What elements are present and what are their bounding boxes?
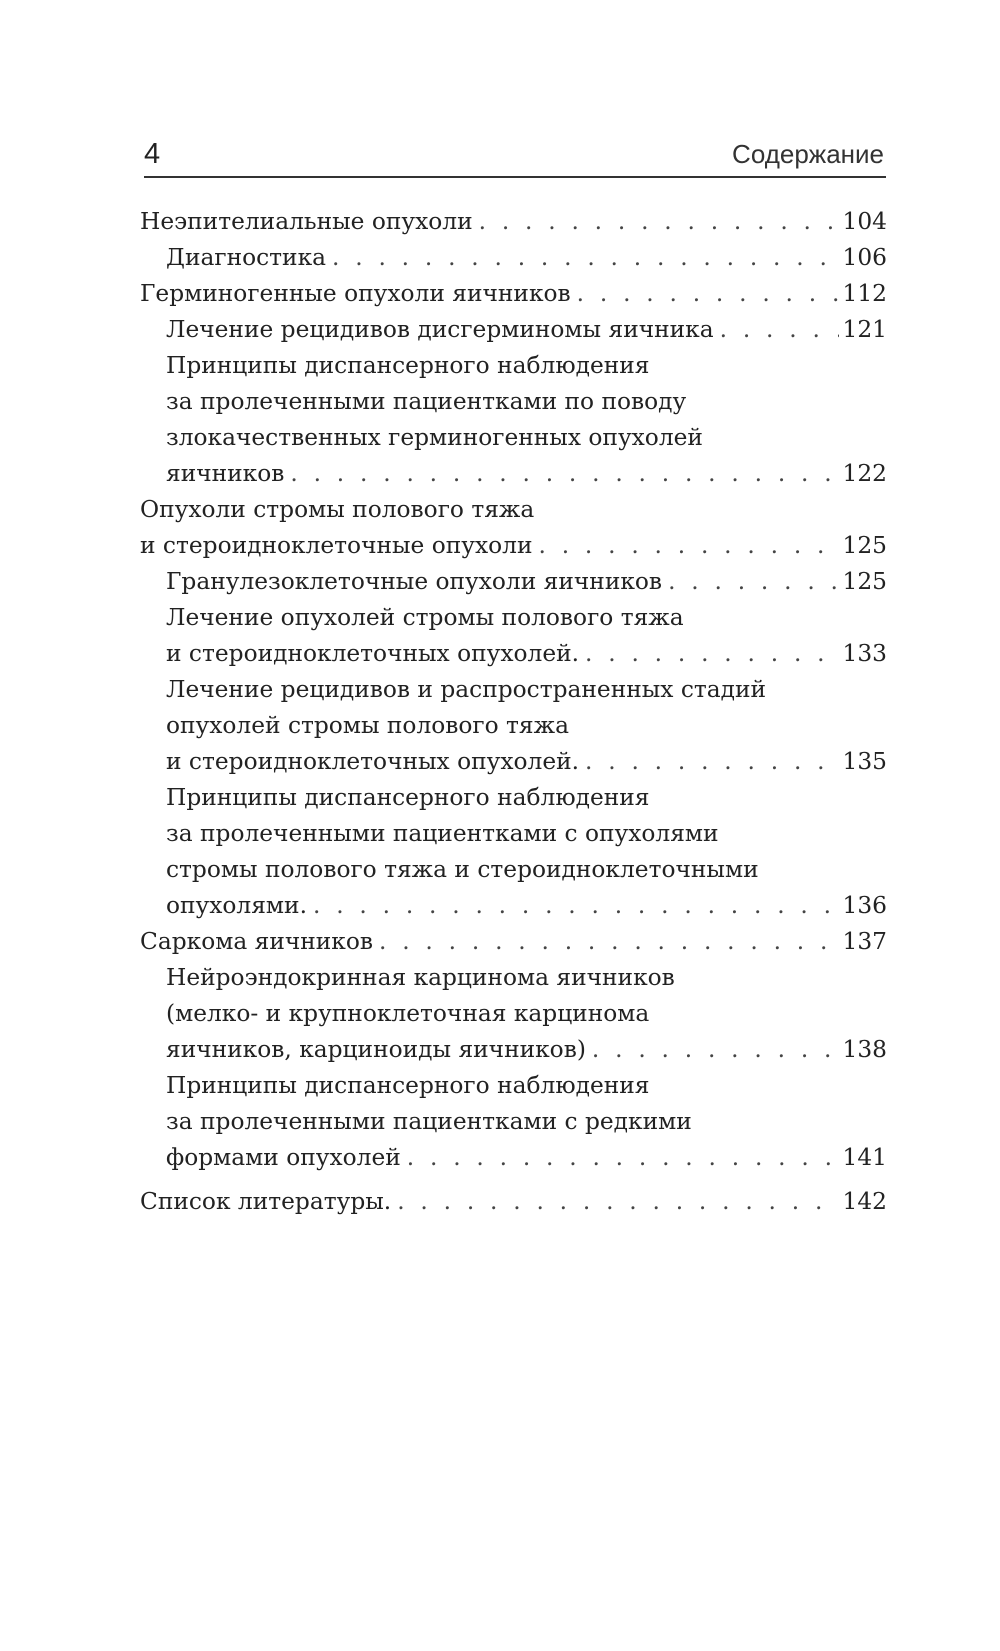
- toc-page-number: 141: [842, 1144, 887, 1171]
- toc-entry[interactable]: [140, 348, 887, 492]
- section-title: Содержание: [732, 139, 884, 169]
- toc-entry-title-line: Принципы диспансерного наблюдения: [166, 352, 650, 379]
- toc-page-number: 137: [842, 928, 887, 955]
- toc-entry-title-line: яичников: [166, 460, 285, 487]
- toc-entry[interactable]: [140, 1068, 887, 1176]
- toc-entry-last-line: [140, 528, 887, 564]
- toc-entry-title-line: Принципы диспансерного наблюдения: [166, 784, 650, 811]
- toc-entry[interactable]: [140, 240, 887, 276]
- toc-entry[interactable]: [140, 672, 887, 780]
- toc-entry-last-line: [166, 744, 887, 780]
- toc-entry[interactable]: [140, 1184, 887, 1220]
- toc-page-number: 142: [842, 1188, 887, 1215]
- toc-entry-title-line: Гранулезоклеточные опухоли яичников: [166, 568, 663, 595]
- toc-page-number: 112: [842, 280, 887, 307]
- toc-entry-last-line: [166, 564, 887, 600]
- toc-entry-title-line: Герминогенные опухоли яичников: [140, 280, 571, 307]
- toc-entry-last-line: [166, 456, 887, 492]
- toc-entry-title-line: Лечение рецидивов и распространенных стадий: [166, 676, 767, 703]
- toc-entry-last-line: [140, 924, 887, 960]
- toc-entry[interactable]: [140, 276, 887, 312]
- dot-leader: [668, 564, 838, 600]
- toc-entry[interactable]: [140, 780, 887, 924]
- dot-leader: [479, 204, 839, 240]
- toc-entry-title-line: Нейроэндокринная карцинома яичников: [166, 964, 675, 991]
- toc-entry-title-line: опухолей стромы полового тяжа: [166, 712, 569, 739]
- toc-page-number: 138: [842, 1036, 887, 1063]
- dot-leader: [397, 1184, 838, 1220]
- toc-entry-last-line: [166, 240, 887, 276]
- toc-entry[interactable]: [140, 600, 887, 672]
- toc-entry-title-line: Саркома яичников: [140, 928, 374, 955]
- table-of-contents: [140, 204, 887, 1220]
- toc-entry-last-line: [166, 1140, 887, 1176]
- dot-leader: [585, 744, 838, 780]
- toc-page-number: 106: [842, 244, 887, 271]
- toc-entry-title-line: формами опухолей: [166, 1144, 401, 1171]
- dot-leader: [577, 276, 839, 312]
- dot-leader: [313, 888, 839, 924]
- toc-entry-title-line: за пролеченными пациентками по поводу: [166, 388, 687, 415]
- toc-entry[interactable]: [140, 204, 887, 240]
- toc-entry-title-line: за пролеченными пациентками с редкими: [166, 1108, 692, 1135]
- dot-leader: [290, 456, 838, 492]
- toc-page-number: 135: [842, 748, 887, 775]
- toc-entry-last-line: [140, 204, 887, 240]
- toc-entry-title-line: за пролеченными пациентками с опухолями: [166, 820, 719, 847]
- toc-entry-title-line: Опухоли стромы полового тяжа: [140, 496, 535, 523]
- toc-page-number: 125: [842, 568, 887, 595]
- toc-entry-last-line: [140, 276, 887, 312]
- dot-leader: [592, 1032, 839, 1068]
- toc-entry-title-line: Лечение опухолей стромы полового тяжа: [166, 604, 684, 631]
- toc-entry-last-line: [166, 1032, 887, 1068]
- toc-entry-title-line: и стероидноклеточные опухоли: [140, 532, 533, 559]
- toc-entry[interactable]: [140, 564, 887, 600]
- toc-entry-title-line: опухолями.: [166, 892, 307, 919]
- toc-page-number: 136: [842, 892, 887, 919]
- toc-entry-title-line: и стероидноклеточных опухолей.: [166, 640, 580, 667]
- dot-leader: [720, 312, 839, 348]
- toc-entry-title-line: стромы полового тяжа и стероидноклеточными: [166, 856, 759, 883]
- toc-entry-title-line: яичников, карциноиды яичников): [166, 1036, 586, 1063]
- toc-page-number: 104: [842, 208, 887, 235]
- toc-entry-last-line: [140, 1184, 887, 1220]
- toc-spacer: [140, 1176, 887, 1184]
- toc-entry-title-line: злокачественных герминогенных опухолей: [166, 424, 703, 451]
- toc-entry-title-line: Принципы диспансерного наблюдения: [166, 1072, 650, 1099]
- toc-page-number: 133: [842, 640, 887, 667]
- toc-entry-title-line: Лечение рецидивов дисгерминомы яичника: [166, 316, 714, 343]
- dot-leader: [332, 240, 839, 276]
- toc-entry[interactable]: [140, 924, 887, 960]
- toc-entry-last-line: [166, 888, 887, 924]
- dot-leader: [539, 528, 839, 564]
- toc-entry-title-line: Неэпителиальные опухоли: [140, 208, 473, 235]
- toc-page-number: 122: [842, 460, 887, 487]
- toc-entry-title-line: (мелко- и крупноклеточная карцинома: [166, 1000, 650, 1027]
- toc-entry-title-line: Диагностика: [166, 244, 327, 271]
- toc-entry[interactable]: [140, 960, 887, 1068]
- dot-leader: [407, 1140, 839, 1176]
- toc-entry[interactable]: [140, 492, 887, 564]
- page-number: 4: [144, 138, 161, 170]
- toc-entry-title-line: Список литературы.: [140, 1188, 392, 1215]
- toc-entry[interactable]: [140, 312, 887, 348]
- toc-entry-last-line: [166, 636, 887, 672]
- running-head: [144, 136, 886, 178]
- dot-leader: [379, 924, 839, 960]
- toc-page-number: 121: [842, 316, 887, 343]
- dot-leader: [585, 636, 838, 672]
- toc-page-number: 125: [842, 532, 887, 559]
- toc-entry-title-line: и стероидноклеточных опухолей.: [166, 748, 580, 775]
- toc-entry-last-line: [166, 312, 887, 348]
